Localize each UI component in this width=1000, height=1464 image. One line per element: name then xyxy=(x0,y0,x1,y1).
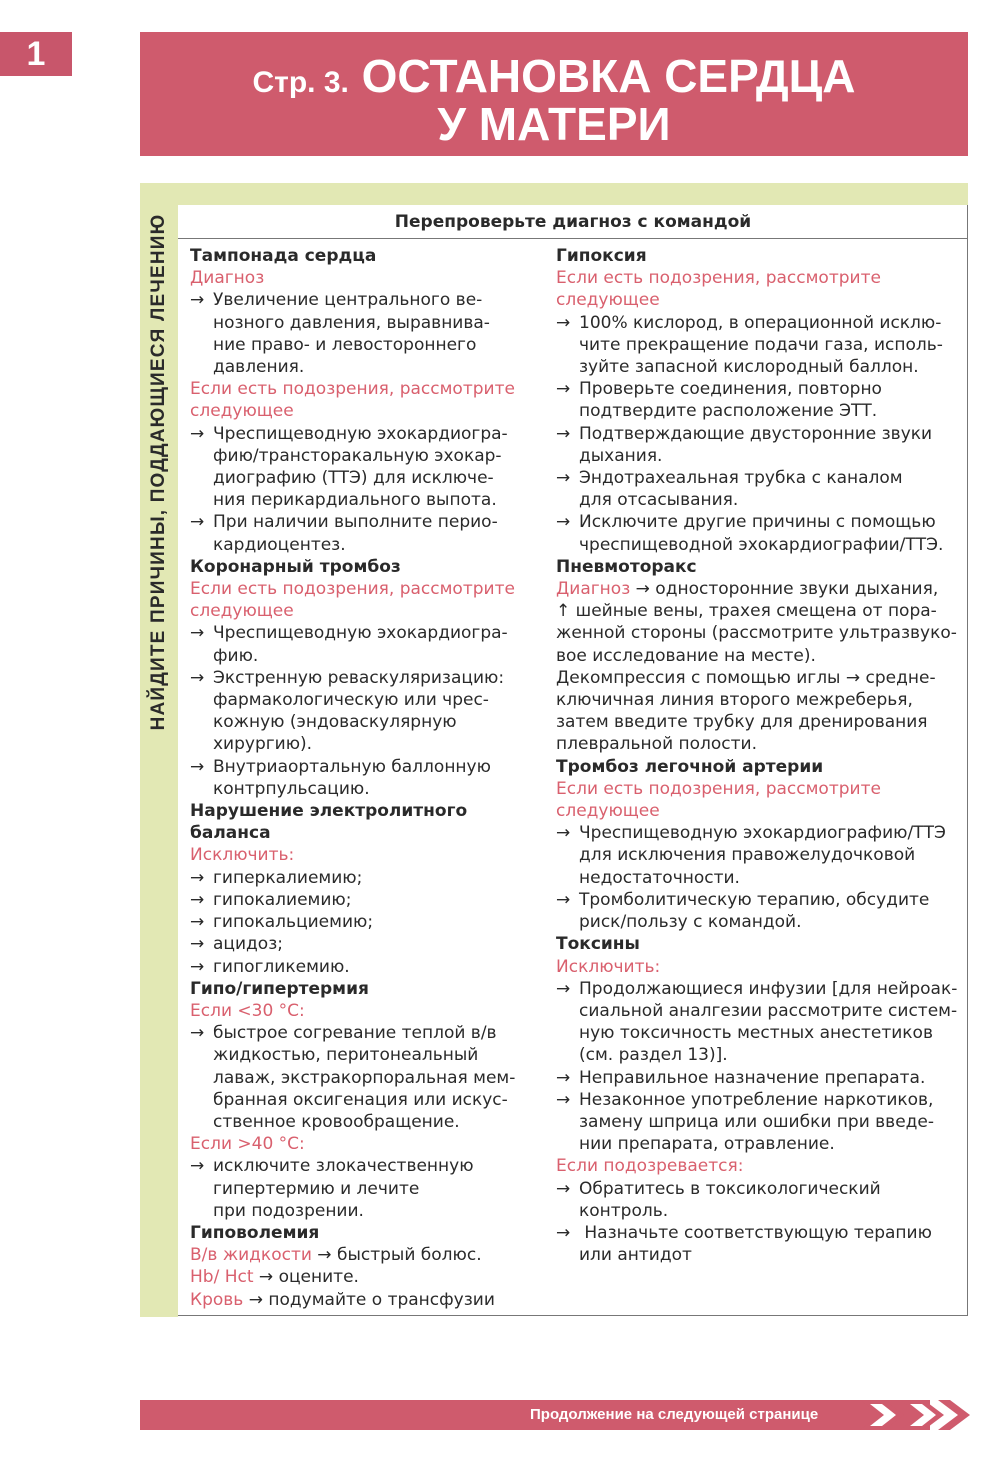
hypoxia-heading: Гипоксия xyxy=(556,246,647,266)
pneumothorax-heading: Пневмоторакс xyxy=(556,556,697,577)
hypovolemia-row: Hb/ Hct → оцените. xyxy=(190,1267,359,1288)
coronary-suspect: Если есть подозрения, рассмотрите следующее xyxy=(190,579,515,622)
list-item: → гипогликемию. xyxy=(190,956,530,978)
list-item: → Внутриаортальную баллонную контрпульсацию. xyxy=(190,756,530,800)
hypoxia-suspect: Если есть подозрения, рассмотрите следующее xyxy=(556,268,881,311)
list-item: → При наличии выполните перио- кардиоцентез. xyxy=(190,511,530,555)
list-item: → Неправильное назначение препарата. xyxy=(556,1067,976,1089)
list-item: → Проверьте соединения, повторно подтвердите расположение ЭТТ. xyxy=(556,378,976,422)
list-item: → быстрое согревание теплой в/в жидкостью, перитонеальный лаваж, экстракорпоральная мем- бранная оксигенация или искус- ственное кровообращение. xyxy=(190,1022,530,1133)
side-label-text: НАЙДИТЕ ПРИЧИНЫ, ПОДДАЮЩИЕСЯ ЛЕЧЕНИЮ xyxy=(148,213,169,731)
list-item: → Исключите другие причины с помощью чреспищеводной эхокардиографии/ТТЭ. xyxy=(556,511,976,555)
list-item: → Обратитесь в токсикологический контроль. xyxy=(556,1178,976,1222)
toxins-suspected: Если подозревается: xyxy=(556,1156,744,1177)
pe-heading: Тромбоз легочной артерии xyxy=(556,756,824,777)
list-item: → ацидоз; xyxy=(190,933,530,955)
toxins-heading: Токсины xyxy=(556,934,640,955)
tamponade-suspect: Если есть подозрения, рассмотрите следующее xyxy=(190,379,515,422)
tamponade-heading: Тампонада сердца xyxy=(190,246,377,266)
hypovolemia-row: Кровь → подумайте о трансфузии xyxy=(190,1289,495,1310)
left-column xyxy=(190,245,530,1311)
electrolyte-heading: Нарушение электролитного баланса xyxy=(190,801,468,844)
list-item: → Чреспищеводную эхокардиографию/ТТЭ для исключения правожелудочковой недостаточности. xyxy=(556,822,976,889)
electrolyte-exclude: Исключить: xyxy=(190,845,295,866)
hypovolemia-row: В/в жидкости → быстрый болюс. xyxy=(190,1245,482,1266)
list-item: → гиперкалиемию; xyxy=(190,867,530,889)
tamponade-diag-label: Диагноз xyxy=(190,268,265,289)
list-item: → гипокальциемию; xyxy=(190,911,530,933)
thermia-cond-low: Если <30 °С: xyxy=(190,1000,305,1021)
pe-suspect: Если есть подозрения, рассмотрите следующее xyxy=(556,778,881,822)
list-item: → Назначьте соответствующую терапию или антидот xyxy=(556,1222,976,1266)
list-item: → исключите злокачественную гипертермию и лечите при подозрении. xyxy=(190,1155,530,1222)
list-item: → Увеличение центрального ве- нозного давления, выравнива- ние право- и левостороннего давления. xyxy=(190,289,530,378)
pneumothorax-diagnosis: Диагноз → односторонние звуки дыхания, xyxy=(556,579,939,600)
list-item: → Чреспищеводную эхокардиогра- фию. xyxy=(190,622,530,666)
page-header xyxy=(140,32,968,156)
pneumothorax-decompression: Декомпрессия с помощью иглы → средне- xyxy=(556,667,936,688)
header-prefix: Стр. 3. xyxy=(252,66,349,99)
continue-link[interactable]: Продолжение на следующей странице xyxy=(530,1406,819,1423)
header-title-line2: У МАТЕРИ xyxy=(437,98,671,150)
thermia-heading: Гипо/гипертермия xyxy=(190,978,369,999)
content-title: Перепроверьте диагноз с командой xyxy=(178,205,968,239)
list-item: → Тромболитическую терапию, обсудите риск/пользу с командой. xyxy=(556,889,976,933)
list-item: → Незаконное употребление наркотиков, замену шприца или ошибки при введе- нии препарата, отравление. xyxy=(556,1089,976,1156)
list-item: → Эндотрахеальная трубка с каналом для отсасывания. xyxy=(556,467,976,511)
header-title-main: ОСТАНОВКА СЕРДЦА xyxy=(361,50,856,102)
right-column: Гипоксия Если есть подозрения, рассмотрите следующее → 100% кислород, в операционной исклю- чите прекращение подачи газа, исполь- зуйте запасной кислородный баллон. → Проверьте соединения, повторно подтвердите расположение ЭТТ. → Подтверждающие двусторонние звуки дыхания. → Эндотрахеальная трубка с каналом для отсасывания. → Исключите другие причины с помощью чреспищеводной эхокардиографии/ТТЭ. Пневмоторакс Диагноз → односторонние звуки дыхания, ↑ шейные вены, трахея смещена от пора- женной стороны (рассмотрите ультразвуко- вое исследование на месте). Декомпрессия с помощью иглы → средне- ключичная линия второго межреберья, затем введите трубку для дренирования плевральной полости. Тромбоз легочной артерии Если есть подозрения, рассмотрите следующее → Чреспищеводную эхокардиографию/ТТЭ для исключения правожелудочковой недостаточности. → Тромболитическую терапию, обсудите риск/пользу с командой. Токсины Исключить: → Продолжающиеся инфузии [для нейроак- сиальной аналгезии рассмотрите систем- ную токсичность местных анестетиков (см. раздел 13)]. → Неправильное назначение препарата. → Незаконное употребление наркотиков, замену шприца или ошибки при введе- нии препарата, отравление. Если подозревается: → Обратитесь в токсикологический контроль. → Назначьте соответствующую терапию или антидот xyxy=(556,245,976,1266)
coronary-heading: Коронарный тромбоз xyxy=(190,556,401,577)
list-item: → гипокалиемию; xyxy=(190,889,530,911)
list-item: → Экстренную реваскуляризацию: фармакологическую или чрес- кожную (эндоваскулярную хирургию). xyxy=(190,667,530,756)
thermia-cond-high: Если >40 °С: xyxy=(190,1134,305,1155)
list-item: → Подтверждающие двусторонние звуки дыхания. xyxy=(556,423,976,467)
top-bar xyxy=(140,183,968,205)
list-item: → 100% кислород, в операционной исклю- чите прекращение подачи газа, исполь- зуйте запасной кислородный баллон. xyxy=(556,312,976,379)
hypovolemia-heading: Гиповолемия xyxy=(190,1222,320,1243)
section-number-tab: 1 xyxy=(0,32,72,76)
double-chevron-icon xyxy=(860,1396,970,1434)
list-item: → Чреспищеводную эхокардиогра- фию/трансторакальную эхокар- диографию (ТТЭ) для исключе- ния перикардиального выпота. xyxy=(190,423,530,512)
toxins-exclude: Исключить: xyxy=(556,956,661,977)
list-item: → Продолжающиеся инфузии [для нейроак- сиальной аналгезии рассмотрите систем- ную токсичность местных анестетиков (см. раздел 13)]. xyxy=(556,978,976,1067)
